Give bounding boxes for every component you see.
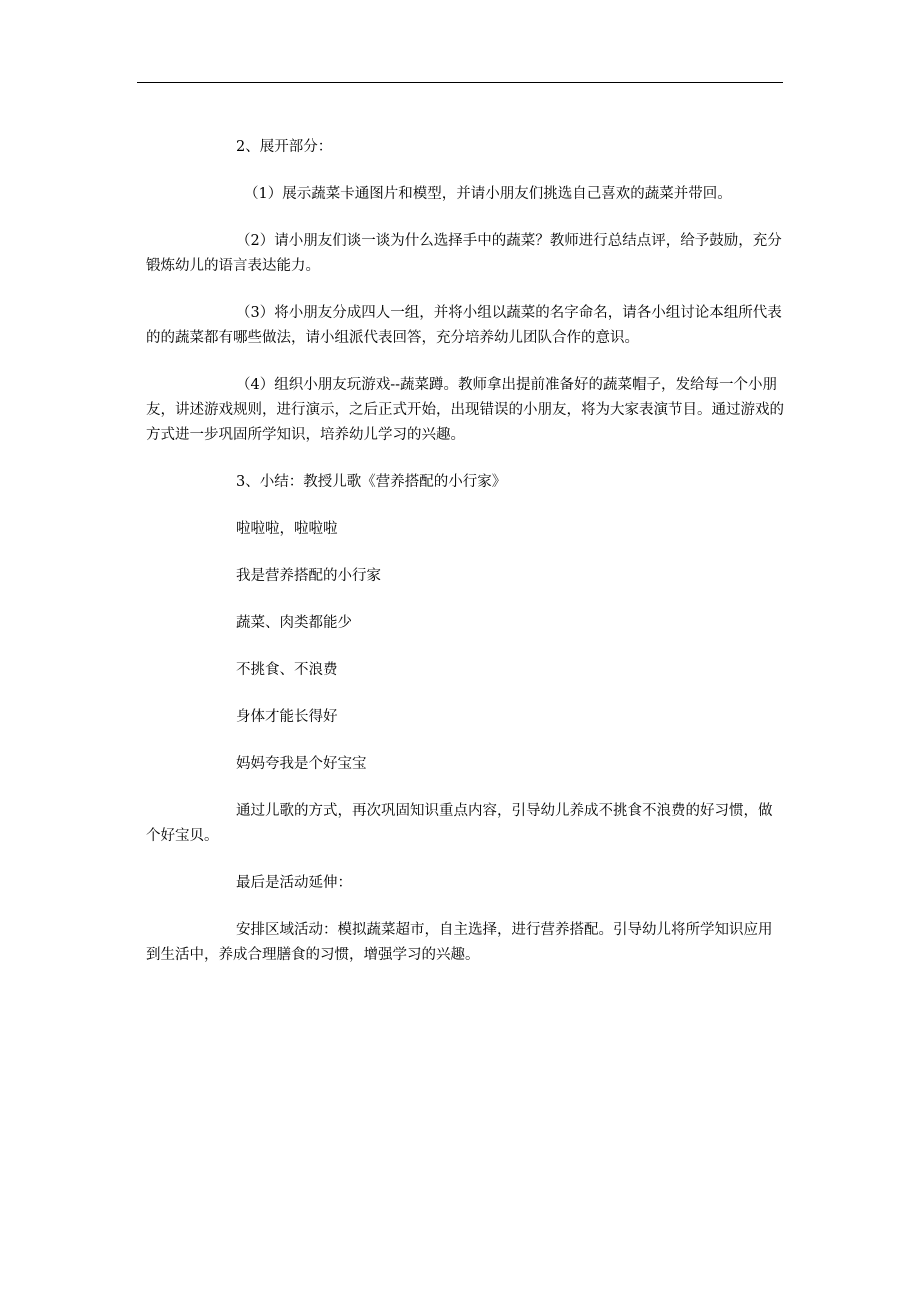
activity-item-3: （3）将小朋友分成四人一组，并将小组以蔬菜的名字命名，请各小组讨论本组所代表的的蔬菜都有哪些做法，请小组派代表回答，充分培养幼儿团队合作的意识。 xyxy=(146,305,782,346)
activity-item-4: （4）组织小朋友玩游戏--蔬菜蹲。教师拿出提前准备好的蔬菜帽子，发给每一个小朋友，讲述游戏规则，进行演示，之后正式开始，出现错误的小朋友，将为大家表演节目。通过游戏的方式进一步巩固所学知识，培养幼儿学习的兴趣。 xyxy=(146,377,784,443)
song-line: 我是营养搭配的小行家 xyxy=(236,568,381,584)
song-line: 身体才能长得好 xyxy=(236,709,338,725)
extension-heading: 最后是活动延伸： xyxy=(236,875,352,891)
document-body xyxy=(146,135,784,968)
song-line: 不挑食、不浪费 xyxy=(236,662,338,678)
header-divider xyxy=(137,82,783,83)
extension-text: 安排区域活动：模拟蔬菜超市，自主选择，进行营养搭配。引导幼儿将所学知识应用到生活中，养成合理膳食的习惯，增强学习的兴趣。 xyxy=(146,922,773,963)
section-3-heading: 3、小结：教授儿歌《营养搭配的小行家》 xyxy=(236,474,507,490)
activity-item-2: （2）请小朋友们谈一谈为什么选择手中的蔬菜？教师进行总结点评，给予鼓励，充分锻炼幼儿的语言表达能力。 xyxy=(146,233,782,274)
song-line: 蔬菜、肉类都能少 xyxy=(236,615,352,631)
activity-item-1: （1）展示蔬菜卡通图片和模型，并请小朋友们挑选自己喜欢的蔬菜并带回。 xyxy=(244,186,732,202)
section-2-heading: 2、展开部分： xyxy=(236,139,333,155)
song-line: 啦啦啦，啦啦啦 xyxy=(236,521,338,537)
song-line: 妈妈夸我是个好宝宝 xyxy=(236,756,367,772)
song-summary: 通过儿歌的方式，再次巩固知识重点内容，引导幼儿养成不挑食不浪费的好习惯，做个好宝贝。 xyxy=(146,803,773,844)
